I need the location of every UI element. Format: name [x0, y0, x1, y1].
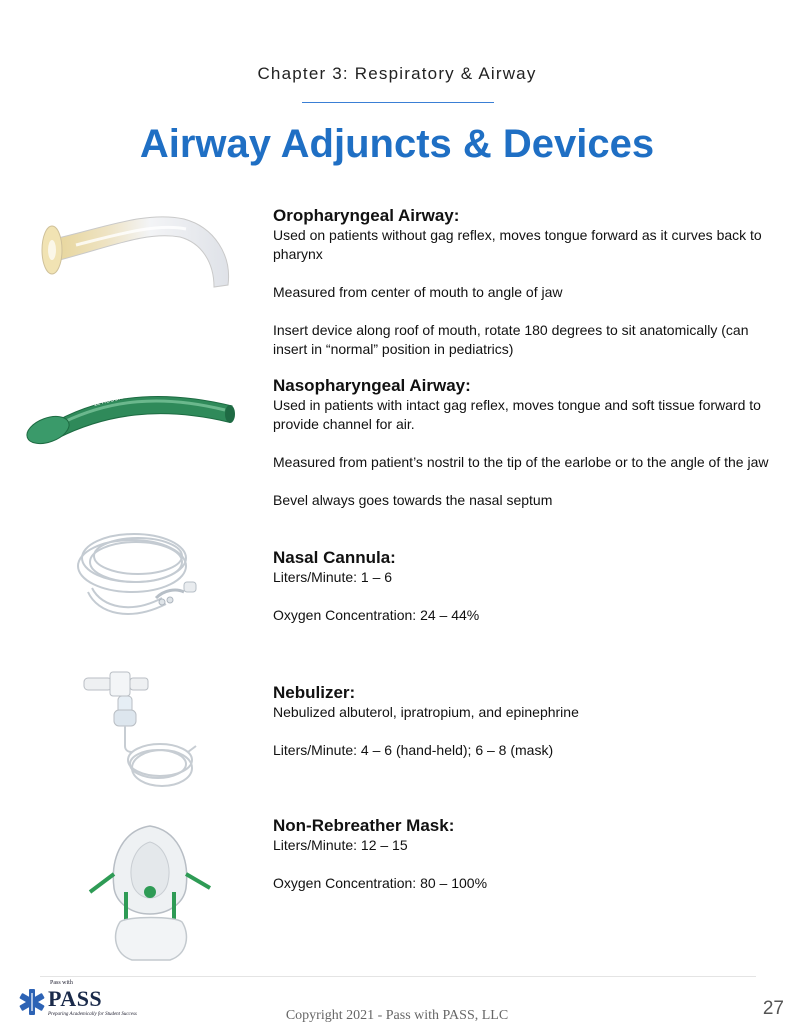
- nebulizer-image: [80, 668, 200, 798]
- page-number: 27: [762, 998, 784, 1019]
- non-rebreather-mask-image: [86, 822, 216, 962]
- star-of-life-icon: [18, 988, 46, 1016]
- chapter-divider: [302, 102, 494, 103]
- chapter-label: Chapter 3: Respiratory & Airway: [257, 64, 537, 83]
- section-paragraph: Measured from center of mouth to angle of jaw: [273, 284, 563, 300]
- page-title: Airway Adjuncts & Devices: [139, 122, 655, 166]
- oropharyngeal-airway-image: [36, 205, 236, 295]
- section-paragraph: Liters/Minute: 12 – 15: [273, 837, 408, 853]
- section-paragraph: Nebulized albuterol, ipratropium, and epinephrine: [273, 704, 579, 720]
- npa-print-label: 12 RUSCH: [93, 394, 124, 408]
- section-heading: Nebulizer:: [273, 683, 356, 702]
- section-paragraph: Liters/Minute: 4 – 6 (hand-held); 6 – 8 (mask): [273, 742, 554, 758]
- section-nasal-cannula: [273, 548, 773, 625]
- section-paragraph: Bevel always goes towards the nasal septum: [273, 492, 553, 508]
- section-paragraph: Used in patients with intact gag reflex, moves tongue and soft tissue forward to provide channel for air.: [273, 397, 761, 432]
- logo-wordmark: PASS: [48, 986, 103, 1011]
- section-oropharyngeal-airway: [273, 206, 773, 359]
- section-paragraph: Measured from patient’s nostril to the tip of the earlobe or to the angle of the jaw: [273, 454, 769, 470]
- section-paragraph: Used on patients without gag reflex, moves tongue forward as it curves back to pharynx: [273, 227, 762, 262]
- section-heading: Nasal Cannula:: [273, 548, 396, 567]
- footer-divider: [40, 976, 756, 977]
- section-heading: Oropharyngeal Airway:: [273, 206, 460, 225]
- section-nasopharyngeal-airway: [273, 376, 773, 510]
- section-paragraph: Insert device along roof of mouth, rotate 180 degrees to sit anatomically (can insert in “normal” position in pediatrics): [273, 322, 749, 357]
- nasal-cannula-image: [72, 518, 202, 626]
- section-paragraph: Liters/Minute: 1 – 6: [273, 569, 393, 585]
- section-non-rebreather-mask: [273, 816, 773, 893]
- section-heading: Non-Rebreather Mask:: [273, 816, 455, 835]
- section-heading: Nasopharyngeal Airway:: [273, 376, 471, 395]
- copyright-text: Copyright 2021 - Pass with PASS, LLC: [285, 1008, 509, 1023]
- section-nebulizer: [273, 683, 773, 760]
- section-paragraph: Oxygen Concentration: 24 – 44%: [273, 607, 480, 623]
- section-paragraph: Oxygen Concentration: 80 – 100%: [273, 875, 488, 891]
- nasopharyngeal-airway-image: [20, 378, 245, 448]
- logo-small-text: Pass with: [50, 980, 73, 986]
- pass-logo: [18, 980, 137, 1022]
- logo-tagline: Preparing Academically for Student Success: [48, 1012, 137, 1017]
